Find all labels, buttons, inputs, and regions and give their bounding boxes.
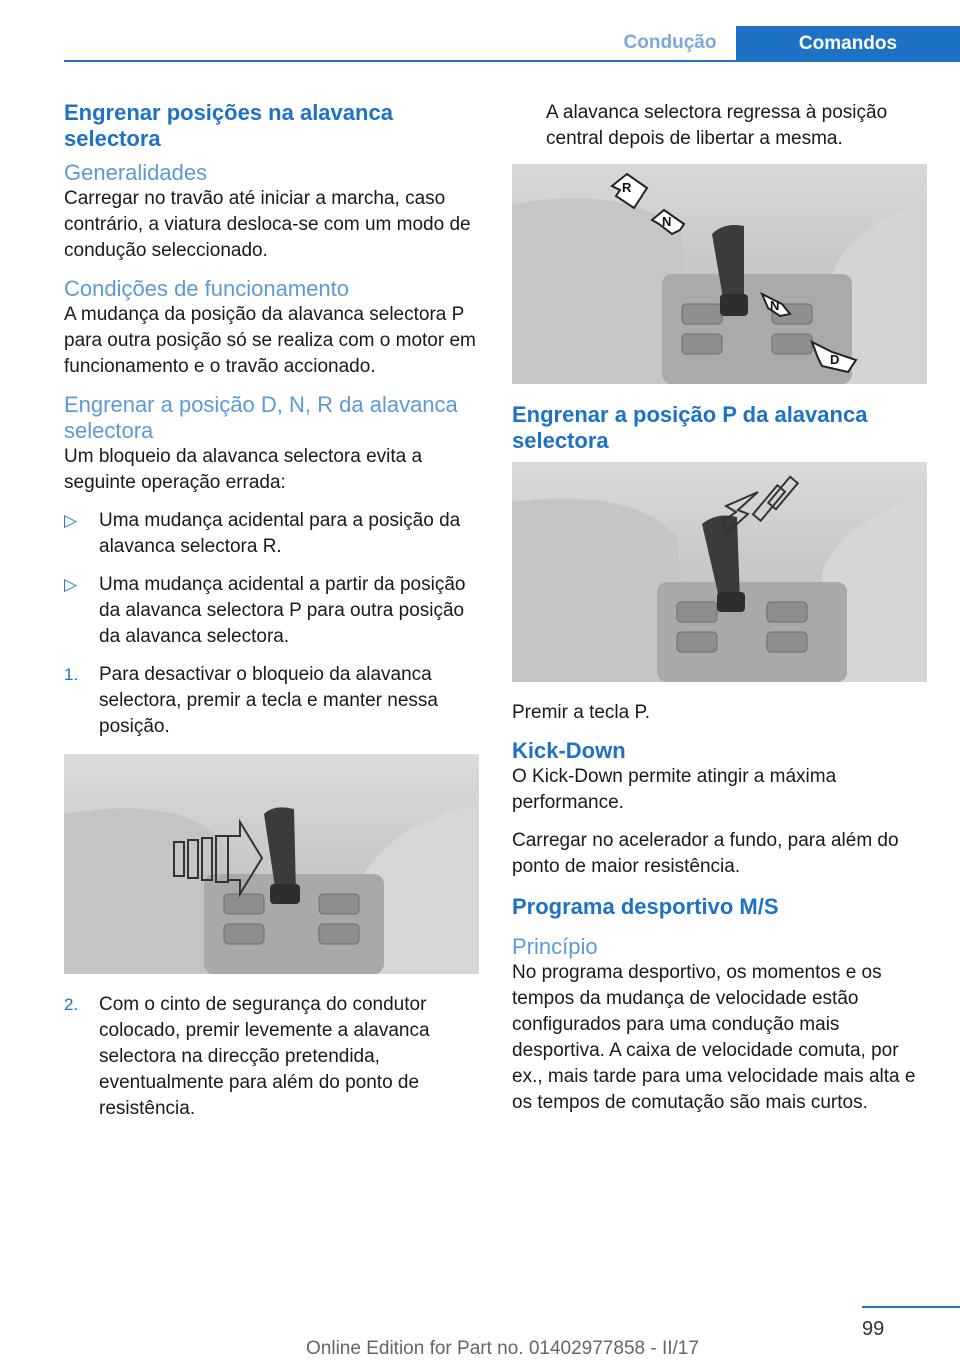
- heading-condicoes: Condições de funcionamento: [64, 276, 349, 301]
- gear-lever-button-photo: [64, 754, 479, 974]
- right-column: [512, 100, 927, 1128]
- bullet-text: Uma mudança acidental para a posição da alavanca selectora R.: [99, 510, 461, 557]
- header-rule: [64, 60, 960, 62]
- text-generalidades: Carregar no travão até iniciar a marcha, caso contrário, a viatura desloca-se com um modo de condução seleccionado.: [64, 188, 471, 261]
- text-engrenar-p: Premir a tecla P.: [512, 702, 650, 723]
- heading-generalidades: Generalidades: [64, 160, 208, 185]
- step-number: 1.: [64, 665, 79, 684]
- bullet-item: [64, 572, 479, 650]
- text-kickdown-2: Carregar no acelerador a fundo, para além do ponto de maior resistência.: [512, 830, 899, 877]
- text-kickdown-1: O Kick-Down permite atingir a máxima performance.: [512, 766, 837, 813]
- text-condicoes: A mudança da posição da alavanca selectora P para outra posição só se realiza com o motor em funcionamento e o travão accionado.: [64, 304, 476, 377]
- heading-kickdown: Kick-Down: [512, 738, 626, 763]
- header-chapter-tab: Comandos: [736, 26, 960, 62]
- text-principio: No programa desportivo, os momentos e os tempos da mudança de velocidade estão configurados para uma condução mais desportiva. A caixa de velocidade comuta, por ex., mais tarde para uma velocidade mais alta e os tempos de comutação são mais curtos.: [512, 962, 916, 1113]
- gear-lever-p-button-photo: [512, 462, 927, 682]
- heading-engrenar-p: Engrenar a posição P da alavanca selectora: [512, 402, 868, 453]
- text-intro: A alavanca selectora regressa à posição central depois de libertar a mesma.: [546, 102, 888, 149]
- heading-principio: Princípio: [512, 934, 598, 959]
- bullet-text: Uma mudança acidental a partir da posição da alavanca selectora P para outra posição da alavanca selectora.: [99, 574, 466, 647]
- figure-letter: N: [662, 214, 672, 229]
- step-number: 2.: [64, 995, 79, 1014]
- step-text: Com o cinto de segurança do condutor colocado, premir levemente a alavanca selectora na direcção pretendida, eventualmente para além do ponto de resistência.: [99, 994, 430, 1119]
- figure-letter: R: [622, 180, 632, 195]
- page-number: 99: [862, 1318, 885, 1340]
- gear-lever-positions-photo: [512, 164, 927, 384]
- step-item: [64, 662, 479, 740]
- bullet-triangle-icon: ▷: [64, 575, 78, 594]
- figure-letter: N: [770, 298, 780, 313]
- bullet-triangle-icon: ▷: [64, 511, 78, 530]
- heading-programa-desportivo: Programa desportivo M/S: [512, 894, 779, 919]
- footer-edition: Online Edition for Part no. 01402977858 - II/17: [306, 1338, 699, 1359]
- section-title: Engrenar posições na alavanca selectora: [64, 100, 393, 151]
- step-text: Para desactivar o bloqueio da alavanca selectora, premir a tecla e manter nessa posição.: [99, 664, 438, 737]
- left-column: [64, 100, 479, 1134]
- footer-rule: [862, 1306, 960, 1308]
- figure-letter: D: [830, 352, 840, 367]
- header-section-tab: Condução: [623, 32, 717, 53]
- bullet-item: [64, 508, 479, 560]
- heading-engrenar-dnr: Engrenar a posição D, N, R da alavanca selectora: [64, 392, 458, 443]
- text-engrenar-dnr: Um bloqueio da alavanca selectora evita a seguinte operação errada:: [64, 446, 423, 493]
- step-item: [64, 992, 479, 1122]
